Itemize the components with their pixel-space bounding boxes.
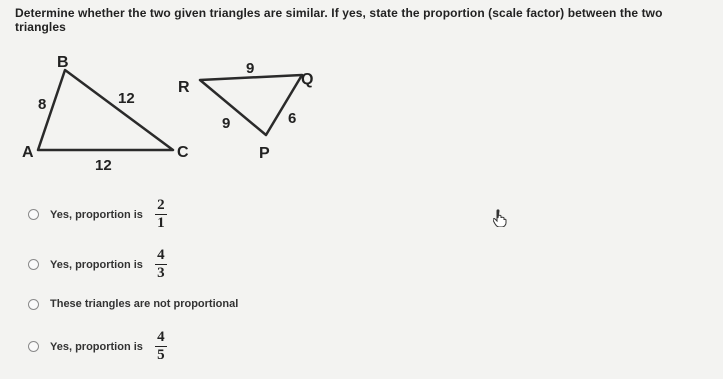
vertex-r-label: R bbox=[178, 79, 190, 96]
vertex-q-label: Q bbox=[301, 71, 314, 88]
triangle-rqp bbox=[200, 75, 302, 135]
triangle-abc bbox=[38, 70, 173, 150]
side-rq-label: 9 bbox=[246, 60, 255, 77]
side-rp-label: 9 bbox=[222, 115, 231, 132]
side-qp-label: 6 bbox=[288, 110, 297, 127]
radio-button[interactable] bbox=[28, 299, 39, 310]
fraction bbox=[155, 198, 167, 231]
option-label: Yes, proportion is bbox=[50, 340, 143, 353]
option-label: Yes, proportion is bbox=[50, 208, 143, 221]
fraction-numerator: 4 bbox=[157, 247, 165, 263]
vertex-p-label: P bbox=[259, 145, 270, 162]
radio-button[interactable] bbox=[28, 209, 39, 220]
vertex-a-label: A bbox=[22, 144, 34, 161]
fraction-numerator: 2 bbox=[157, 197, 165, 213]
radio-button[interactable] bbox=[28, 259, 39, 270]
fraction-denominator: 1 bbox=[157, 215, 165, 231]
vertex-c-label: C bbox=[177, 144, 189, 161]
fraction-denominator: 3 bbox=[157, 265, 165, 281]
option-label: These triangles are not proportional bbox=[50, 298, 239, 310]
answer-option-3[interactable] bbox=[28, 298, 238, 310]
answer-option-4[interactable] bbox=[28, 330, 167, 363]
hand-pointer-icon bbox=[493, 209, 507, 232]
fraction-denominator: 5 bbox=[157, 347, 165, 363]
answer-option-2[interactable] bbox=[28, 248, 167, 281]
option-label: Yes, proportion is bbox=[50, 258, 143, 271]
fraction bbox=[155, 330, 167, 363]
fraction-numerator: 4 bbox=[157, 329, 165, 345]
side-bc-label: 12 bbox=[118, 90, 135, 107]
fraction bbox=[155, 248, 167, 281]
radio-button[interactable] bbox=[28, 341, 39, 352]
side-ac-label: 12 bbox=[95, 157, 112, 174]
question-text: Determine whether the two given triangles are similar. If yes, state the proportion (scale factor) between the two triangles bbox=[15, 6, 663, 34]
side-ab-label: 8 bbox=[38, 96, 47, 113]
answer-option-1[interactable] bbox=[28, 198, 167, 231]
vertex-b-label: B bbox=[57, 54, 69, 71]
